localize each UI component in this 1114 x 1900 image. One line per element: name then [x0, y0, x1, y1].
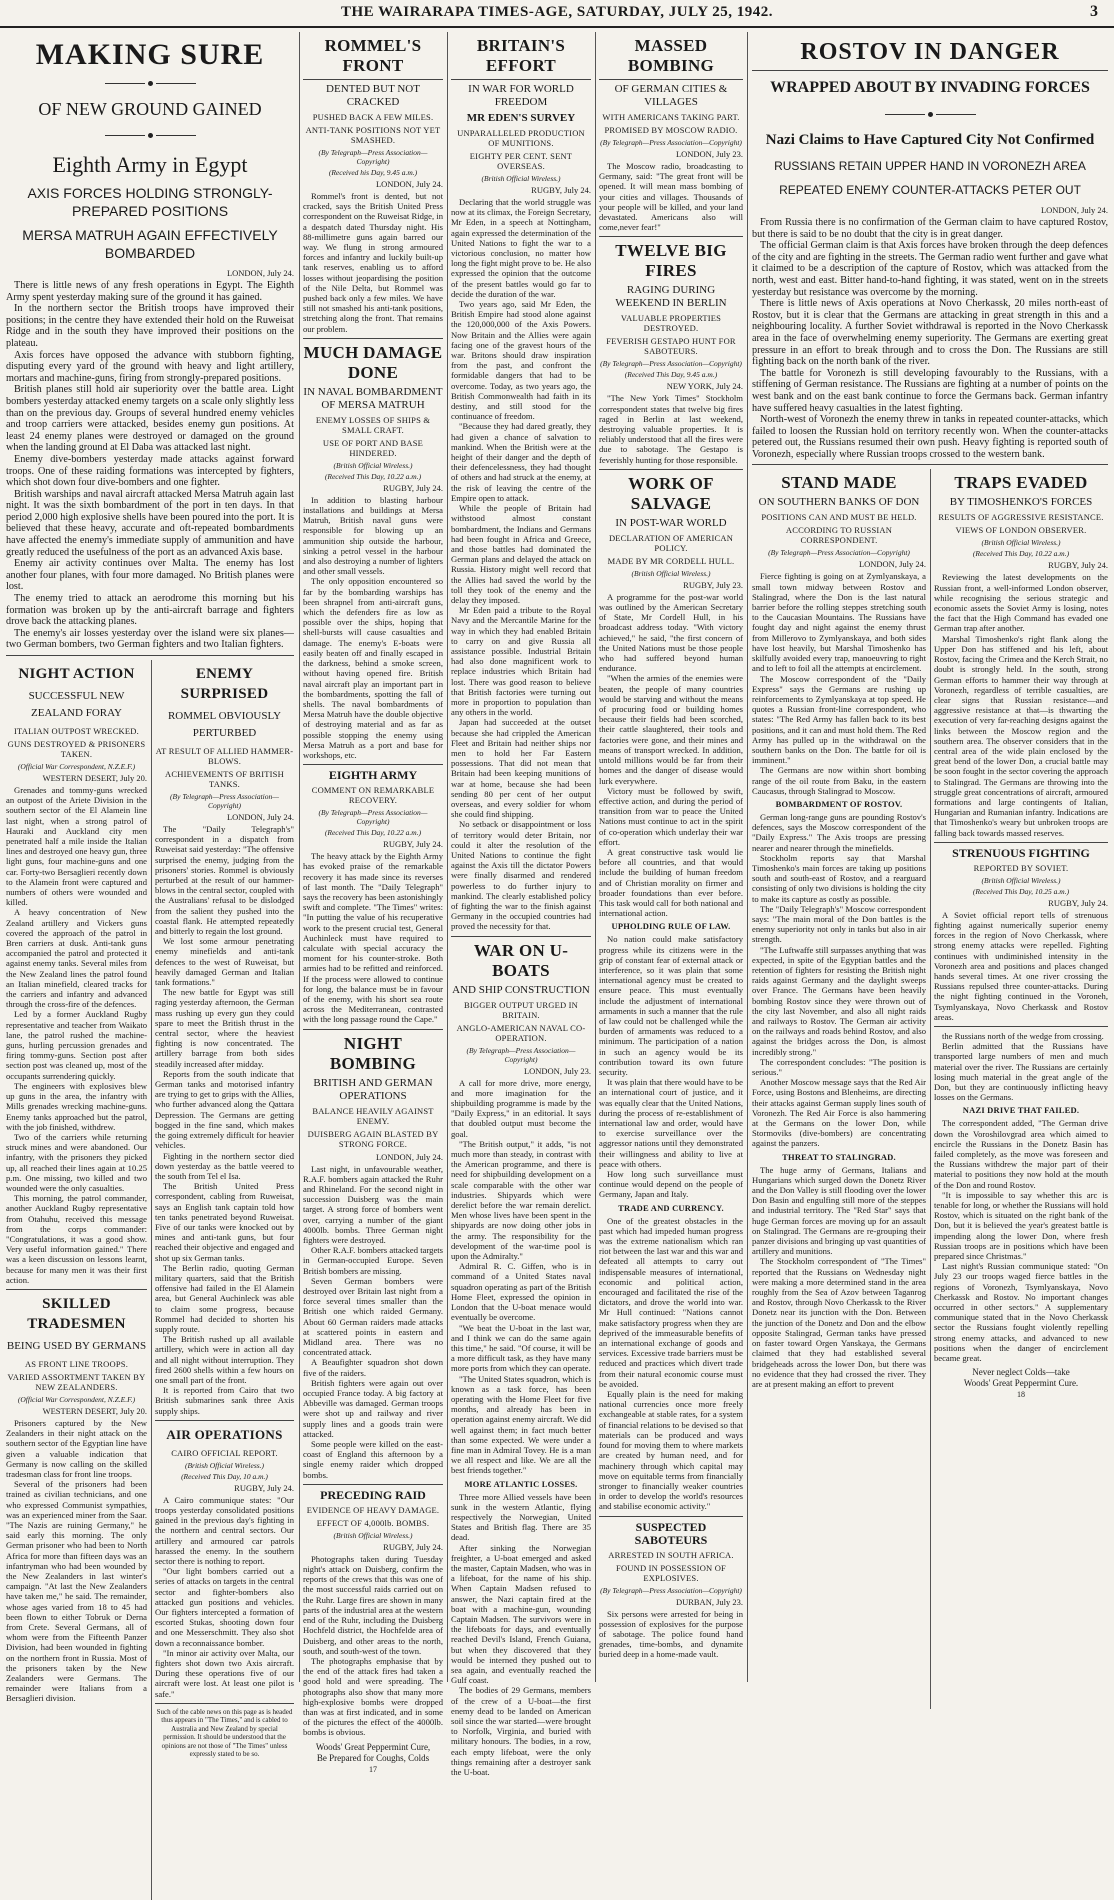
column-rule — [595, 32, 596, 1682]
ad-number: 17 — [369, 1764, 377, 1774]
subheadline: MERSA MATRUH AGAIN EFFECTIVELY BOMBARDED — [22, 227, 278, 261]
dateline: LONDON, July 24. — [1040, 205, 1108, 215]
paragraph: The Berlin radio, quoting German military quarters, said that the British offensive had failed in the El Alamein area, but General Auchinleck was able to claim some progress, because Rommel had decided to shorten his supply route. — [155, 1262, 294, 1334]
received: (Received This Day, 10.25 a.m.) — [972, 886, 1070, 896]
paragraph: Stockholm reports say that Marshal Timoshenko's main forces are taking up positions south and south-east of Rostov, and a rearguard consisting of only two divisions is holding the city to make its capture as costly as possible. — [752, 852, 926, 904]
credit: (British Official Wireless.) — [481, 174, 561, 183]
divider — [6, 655, 294, 656]
headline: SKILLED TRADESMEN — [27, 1295, 126, 1332]
paragraph: In the northern sector the British troops have improved their positions; in the centre they have extended their hold on the Ruweisat Ridge and in the south they have improved their positions on the plateau. — [6, 303, 294, 349]
paragraph: Seven German bombers were destroyed over Britain last night from a force several times smaller than the British one which raided Germany. About 60 German raiders made attacks at scattered points in eastern and Midland area. There was no concentrated attack. — [303, 1275, 443, 1358]
divider — [303, 1484, 443, 1485]
subheadline: ENEMY LOSSES OF SHIPS & SMALL CRAFT. — [315, 414, 431, 435]
paragraph: A great constructive task would lie before all countries, and that would include the building of human freedom and of Christian morality on firmer and broader foundations than ever before. This task would call for both national and international action. — [599, 846, 743, 919]
footnote: Such of the cable news on this page as is headed thus appears in "The Times," and is cabled to Australia and New Zealand by special permission. It should be understood that the opinions are not those of "The Times" unless expressly stated to be so. — [156, 1707, 293, 1759]
credit: (By Telegraph—Press Association—Copyright) — [466, 1045, 576, 1064]
paragraph: The huge army of Germans, Italians and Hungarians which surged down the Donetz River and the Don Valley is still flooding over the lower Don Basin and engulfing still more of the steppes and industrial territory. The "Red Star" says that huge German forces are moving up for an assault on Stalingrad. The Germans are re-grouping their panzer divisions and bringing up vast quantities of artillery and munitions. — [752, 1164, 926, 1257]
subheadline: ARRESTED IN SOUTH AFRICA. — [608, 1549, 734, 1560]
article-body — [6, 785, 147, 1285]
paragraph: "We beat the U-boat in the last war, and I think we can do the same again this time," he said. "Of course, it will be a more difficult task, as they have many more ports from which they can operate. — [451, 1322, 591, 1374]
paragraph: "In minor air activity over Malta, our fighters shot down two Axis aircraft. During these operations five of our aircraft were lost. At least one pilot is safe." — [155, 1647, 294, 1699]
received: (Received This Day, 9.45 a.m.) — [624, 370, 718, 380]
article-body — [303, 495, 443, 760]
article-body — [6, 280, 294, 651]
paragraph: Berlin admitted that the Russians have transported large numbers of men and much material over the river. The Russians are certainly losing much material in the great angle of the Don, but they are continuously inflicting heavy losses on the Germans. — [934, 1041, 1108, 1103]
paragraph: The Moscow radio, broadcasting to Germany, said: "The great front will be opened. It will mean mass bombing of your cities and villages. Thousands of your people will be killed, and your land devastated. Americans also will come,never fear!" — [599, 161, 743, 233]
paragraph: In addition to blasting harbour installations and buildings at Mersa Matruh, British naval guns were responsible for blowing up an ammunition ship outside the harbour, sinking a petrol vessel in the harbour and also destroying a number of lighters and other small vessels. — [303, 494, 443, 577]
subheadline: COMMENT ON REMARKABLE RECOVERY. — [311, 785, 435, 806]
article-body — [599, 934, 743, 1199]
column-rule — [930, 469, 931, 1709]
article-body — [303, 851, 443, 1024]
subheadline: IN NAVAL BOMBARDMENT OF MERSA MATRUH — [303, 385, 443, 411]
headline: TWELVE BIG FIRES — [615, 241, 727, 281]
subheadline: BALANCE HEAVILY AGAINST ENEMY. — [312, 1105, 434, 1126]
column-rule — [151, 660, 152, 1900]
section-heading: UPHOLDING RULE OF LAW. — [611, 921, 731, 932]
paragraph: Rommel's front is dented, but not cracked, says the British United Press correspondent on the Ruweisat Ridge, in a despatch dated Thursday night. His 88-millimetre guns again barred our way. We flung in strong armoured forces and infantry and luckily built-up tank reserves, enabling us to afford losses without jeopardising the position of the Nile Delta, but Rommel was pushed back only a few miles. We have still not smashed his anti-tank positions, stretching along the front. That remains our problem. — [303, 191, 443, 334]
credit: (Official War Correspondent, N.Z.E.F.) — [17, 1394, 136, 1404]
column-2 — [303, 32, 443, 1774]
paragraph: The "Daily Telegraph's" Moscow correspondent says: "The main moral of the Don battles is the enemy superiority not only in tanks but also in air strength. — [752, 903, 926, 945]
article-body — [155, 1495, 294, 1699]
divider — [303, 79, 443, 80]
paragraph: The "Daily Telegraph's" correspondent in a dispatch from Ruweisat said yesterday: "The offensive surprised the enemy, judging from the prisoners' stories. Rommel is obviously perturbed at the result of our hammer-blows in the central sector, coupled with the Australians' refusal to be dislodged from the salient they pushed into the coastal flank. He attempted repeatedly and bitterly to regain the lost ground. — [155, 824, 294, 937]
paragraph: The Moscow correspondent of the "Daily Express" says the Germans are rushing up reinforcements to Zymlyanskaya at top speed. He quotes a Russian front-line correspondent, who states: "The Red Army has fallen back to its best positions, and it can and must hold them. The Red Army has pulled up in the withdrawal on the southern banks on the Don. The battle for oil is imminent." — [752, 673, 926, 766]
paragraph: A Cairo communique states: "Our troops yesterday consolidated positions gained in the previous day's fighting in the northern and central sectors. Our artillery and armoured car patrols harassed the enemy. In the southern sector there is nothing to report. — [155, 1494, 294, 1566]
paragraph: The new battle for Egypt was still raging yesterday afternoon, the German mass rushing up every gun they could spare to meet the British thrust in the central sector, where the heaviest fighting is now concentrated. The artillery barrage from both sides steadily increased after midday. — [155, 987, 294, 1069]
article-body — [6, 1418, 147, 1704]
paragraph: British fighters were again out over occupied France today. A big factory at Abbeville was damaged. German troops were shot up and railway and river supply lines and a goods train were attacked. — [303, 1377, 443, 1439]
article-body — [155, 1334, 294, 1416]
paragraph: While the people of Britain had withstood almost constant bombardment, the Indians and Germans had been fought in Africa and Greece, and those battles had dominated the German plans and delayed the attack on Russia. History might well record that the Allies had saved the world by the toll they took of the enemy and the delay they imposed. — [451, 503, 591, 605]
subheadline: IN WAR FOR WORLD FREEDOM — [468, 83, 574, 108]
paragraph: North-west of Voronezh the enemy threw in tanks in repeated counter-attacks, which failed to loosen the Russian hold on territory recently won. When the counter-attacks petered out, the Russians resumed their own push. Heavy fighting is reported south of Voronezh, especially where Russian troops crossed to the western bank. — [752, 414, 1108, 460]
subheadline: BRITISH AND GERMAN OPERATIONS — [313, 1076, 433, 1102]
divider — [599, 1516, 743, 1517]
article-body — [934, 910, 1108, 1022]
subcolumn-left — [6, 660, 147, 1900]
paragraph: "It is impossible to say whether this arc is tenable for long, or whether the Russians will hold Rostov, which is situated on the right bank of the Don, but it is believed the year's greatest battle is impending along the lower Don, where fresh Russian troops are in positions which have been prepared since Christmas." — [934, 1189, 1108, 1262]
section-heading: TRADE AND CURRENCY. — [618, 1202, 724, 1213]
subheadline: DUISBERG AGAIN BLASTED BY STRONG FORCE. — [307, 1128, 439, 1149]
dateline: LONDON, July 24. — [226, 812, 294, 822]
article-body — [451, 1078, 591, 1476]
paragraph: Two of the carriers while returning struck mines and were abandoned. Our infantry, with the prisoners they picked up, all reached their lines again at 10.25 p.m. One missing, two killed and two wounded were the only casualties. — [6, 1131, 147, 1193]
paragraph: After sinking the Norwegian freighter, a U-boat emerged and asked the master, Captain Madsen, who was in a lifeboat, for the name of his ship. When Captain Madsen refused to answer, the Nazi captain fired at the boat with a machine-gun, wounding Captain Madsen. The survivors were in the lifeboats for days, and eventually reached Devil's Island, French Guiana, but when they discovered that they would be interned they pushed out to sea again, and eventually reached the Gulf coast. — [451, 1542, 591, 1686]
credit: (Official War Correspondent, N.Z.E.F.) — [17, 762, 136, 771]
divider — [155, 1420, 294, 1421]
dateline: RUGBY, July 24. — [234, 1482, 294, 1493]
ad-line: Woods' Great Peppermint Cure, — [315, 1741, 431, 1752]
article-body — [451, 1492, 591, 1778]
paragraph: Last night's Russian communique stated: "On July 23 our troops waged fierce battles in the regions of Voronezh, Tsymlyanskaya, Novo Cherkassk and Rostov. No important changes occurred in other sectors." A supplementary communique stated that in the Novo Cherkassk sector the Russians fought violently repelling strong enemy attacks, and advanced to new positions when the danger of encirclement became great. — [934, 1261, 1108, 1364]
subheadline: DENTED BUT NOT CRACKED — [326, 83, 420, 108]
credit: (British Official Wireless.) — [981, 538, 1061, 548]
subheadline: VARIED ASSORTMENT TAKEN BY NEW ZEALANDERS. — [7, 1371, 146, 1392]
dateline: RUGBY, July 24. — [1048, 897, 1108, 908]
paragraph: "Because they had dared greatly, they had given a chance of salvation to mankind. When the British were at the height of their danger and the depth of their defencelessness, they had thought of others and had struck at the enemy, at the risk of leaving the centre of the Empire open to attack. — [451, 421, 591, 503]
paragraph: It is reported from Cairo that two British submarines sank three Axis supply ships. — [155, 1385, 294, 1416]
subheadline: ANTI-TANK POSITIONS NOT YET SMASHED. — [305, 125, 441, 145]
paragraph: A Soviet official report tells of strenuous fighting against numerically superior enemy forces in the region of Novo Cherkassk, where strong enemy attacks were repelled. Fighting continues with undiminished intensity in the Voronezh area and positions and places changed hands several times. At one river crossing the Russians repulsed three counter-attacks. During the night fighting continued in the Voroneh, Tsymlyanskaya, Novo Cherkassk and Rostov areas. — [934, 909, 1108, 1022]
paragraph: Reviewing the latest developments on the Russian front, a well-informed London observer, while recognising the serious strategic and economic assets the Soviet Army is losing, notes the fact that the High Command has evaded one German trap after another. — [934, 572, 1108, 634]
paragraph: From Russia there is no confirmation of the German claim to have captured Rostov, but there is said to be no doubt that the city is in great danger. — [752, 217, 1108, 240]
divider — [752, 70, 1108, 71]
article-body — [303, 1554, 443, 1738]
article-body — [934, 1031, 1108, 1102]
article-body — [752, 1165, 926, 1389]
headline: NIGHT BOMBING — [329, 1033, 417, 1073]
paragraph: "The New York Times" Stockholm correspondent states that twelve big fires raged in Berlin at last weekend, destroying valuable properties. It is reliably understood that all the fires were due to sabotage. The Gestapo is feverishly hunting for those responsible. — [599, 393, 743, 465]
subheadline: AND SHIP CONSTRUCTION — [452, 983, 590, 996]
paragraph: The enemy's air losses yesterday over the island were six planes—two German bombers, two German fighters and two Italian fighters. — [6, 627, 294, 651]
paragraph: Led by a former Auckland Rugby representative and teacher from Waikato lane, the patrol rushed the machine-guns, hurling percussion grenades and firing tommy-guns. Section post after section post was cleaned up, most of the occupants surrendering quickly. — [6, 1009, 147, 1081]
paragraph: Victory must be followed by swift, effective action, and during the period of transition from war to peace the United Nations must continue to act in the spirit of co-operation which underlay their war effort. — [599, 785, 743, 847]
article-body — [934, 1118, 1108, 1363]
subheadline: FEVERISH GESTAPO HUNT FOR SABOTEURS. — [606, 336, 736, 357]
subheadline: FOUND IN POSSESSION OF EXPLOSIVES. — [616, 1562, 726, 1583]
headline: ROSTOV IN DANGER — [800, 39, 1060, 65]
article-body — [752, 217, 1108, 460]
article-body — [303, 191, 443, 334]
paragraph: The British United Press correspondent, cabling from Ruweisat, says an English tank captain told how ten tanks penetrated beyond Ruweisat. Five of our tanks were knocked out by mines and anti-tank guns, but four reached their objective and engaged and shot up six German tanks. — [155, 1181, 294, 1263]
headline: SUSPECTED SABOTEURS — [634, 1519, 708, 1547]
subheadline: OF GERMAN CITIES & VILLAGES — [614, 83, 728, 108]
subheadline: IN POST-WAR WORLD — [615, 516, 727, 529]
subheadline: PROMISED BY MOSCOW RADIO. — [604, 125, 738, 135]
paragraph: Other R.A.F. bombers attacked targets in German-occupied Europe. Seven British bombers are missing. — [303, 1245, 443, 1276]
divider — [752, 464, 1108, 465]
received: (Received This Day, 10.22 a.m.) — [972, 549, 1070, 559]
column-4 — [599, 32, 743, 1682]
paragraph: "The Luftwaffe still surpasses anything that was expected, in spite of the Egyptian battles and the retention of fighters for resisting the British night raids against Germany and the daylight sweeps over France. The Germans have been heavily bombing Rostov since they were thrown out of the city last November, and also all night raids and railways to Rostov. The German air activity on the railways and roads behind Rostov, and also against the bridges across the Don, is almost incredibly strong." — [752, 944, 926, 1057]
column-1 — [6, 32, 294, 1759]
headline: STAND MADE — [781, 473, 897, 493]
divider — [934, 842, 1108, 843]
paragraph: Another Moscow message says that the Red Air Force, using Bostons and Blenheims, are directing their attacks against German supply lines south of Voronezh. The Red Air Force is also hammering at the Germans on the lower Don, while Stormoviks (dive-bombers) are concentrating against the panzers. — [752, 1077, 926, 1149]
paragraph: Declaring that the world struggle was now at its climax, the Foreign Secretary, Mr Eden, in a speech at Nottingham, again expressed the determination of the United Nations to fight the war to a victorious conclusion, no matter how long the fight might prove to be. He also expressed the opinion that the outcome of the present battles would go far to decide the duration of the war. — [451, 197, 591, 299]
subheadline: EVIDENCE OF HEAVY DAMAGE. — [306, 1504, 440, 1515]
divider — [752, 105, 1108, 123]
dateline: RUGBY, July 24. — [383, 482, 443, 493]
paragraph: Two years ago, said Mr Eden, the British Empire had stood alone against the 120,000,000 of the Axis Powers. Now Britain and the Allies were again facing one of the gravest hours of the war. Britons should draw inspiration from the past, and confront the formidable dangers that had to be overcome. Today, as two years ago, the British Commonwealth had faith in its destiny, and still stood for the continuance of freedom. — [451, 299, 591, 422]
paragraph: A programme for the post-war world was outlined by the American Secretary of State, Mr Cordell Hull, in his broadcast address today. "With victory achieved," he said, "the first concern of the United Nations must be those people who had suffered beyond human endurance. — [599, 591, 743, 674]
credit: (By Telegraph—Press Association—Copyright) — [768, 548, 910, 558]
subheadline: RESULTS OF AGGRESSIVE RESISTANCE. — [938, 512, 1104, 523]
headline: EIGHTH ARMY — [328, 768, 418, 783]
headline: WAR ON U-BOATS — [473, 940, 569, 980]
subheadline: AXIS FORCES HOLDING STRONGLY-PREPARED POSITIONS — [27, 185, 273, 219]
paragraph: The engineers with explosives blew up guns in the area, the infantry with Mills grenades wrecking machine-guns. Enemy tanks approached but the patrol, with the job finished, withdrew. — [6, 1080, 147, 1132]
section-heading: BOMBARDMENT OF ROSTOV. — [775, 798, 903, 809]
paragraph: Several of the prisoners had been trained as civilian technicians, and one who expressed Communist sympathies, was an experienced miner from the Saar. "The Nazis are ruining Germany," he said early this morning. The only German prisoner who had been to North Africa for more than fifteen days was an infantryman who had been wounded by the New Zealanders in last winter's campaign. "At last the New Zealanders have taken me," he said. The remainder, whose ages varied from 18 to 45 had been flown to either Tobruk or Derna from Crete. Several Germans, all of whom were from the Fifteenth Panzer Division, had been wounded in fighting on the northern front in Russia. Most of the prisoners taken by the New Zealanders were Germans. The remainder were Italians from a Bersaglieri division. — [6, 1479, 147, 1704]
dateline: DURBAN, July 23. — [675, 1596, 743, 1607]
paragraph: Prisoners captured by the New Zealanders in their night attack on the southern sector of the Egyptian line have given a valuable indication that Germany is now calling on the skilled tradesman class for front line troops. — [6, 1417, 147, 1479]
subheadline: WRAPPED ABOUT BY INVADING FORCES — [770, 79, 1090, 96]
subheadline: ROMMEL OBVIOUSLY PERTURBED — [167, 710, 282, 739]
paragraph: This morning, the patrol commander, another Auckland Rugby representative from Otahuhu, received this message from the corps commander: "Congratulations, it was a good show. Very useful information gained." There was a keen discussion on lessons learnt, because for many men it was their first action. — [6, 1193, 147, 1285]
dateline: RUGBY, July 24. — [1048, 560, 1108, 571]
credit: (British Official Wireless.) — [184, 1460, 265, 1470]
paragraph: Japan had succeeded at the outset because she had crippled the American Fleet and Britain had neither ships nor men to hold her Far Eastern possessions. That did not mean that Britain had been keeping munitions of war at home, because she had been sending 80 per cent of her output overseas, and every soldier for whom she could find shipping. — [451, 717, 591, 820]
paragraph: A call for more drive, more energy, and more imagination for the shipbuilding programme is made by the "Daily Express," in an editorial. It says that doubled output must become the goal. — [451, 1077, 591, 1139]
divider — [599, 469, 743, 470]
ad-line: Woods' Great Peppermint Cure. — [963, 1378, 1079, 1389]
credit: (British Official Wireless.) — [333, 460, 413, 470]
column-rule — [299, 32, 300, 1682]
credit: (British Official Wireless.) — [333, 1530, 413, 1540]
credit: (British Official Wireless.) — [981, 875, 1061, 885]
dateline: LONDON, July 24. — [226, 268, 294, 278]
subheadline: VALUABLE PROPERTIES DESTROYED. — [620, 313, 722, 334]
column-5 — [752, 32, 1108, 1682]
subheadline: Eighth Army in Egypt — [52, 152, 248, 177]
subheadline: SUCCESSFUL NEW ZEALAND FORAY — [28, 690, 125, 719]
page-number: 3 — [1090, 3, 1098, 20]
divider — [934, 1026, 1108, 1027]
paragraph: One of the greatest obstacles in the past which had impeded human progress was the extreme nationalism which ran riot between the last war and this war and defeated all attempts to carry out indispensable measures of international, economic and political action, encouraged and facilitated the rise of the dictators, and drove the world into war. Mr Hull continued: "Nations cannot make satisfactory progress when they are deprived of the immeasurable benefits of an international exchange of goods and services. Excessive trade barriers must be reduced and practices which divert trade from their natural economic course must be avoided. — [599, 1215, 743, 1389]
paragraph: The official German claim is that Axis forces have broken through the deep defences of the city and are fighting in the streets. The German radio went further and gave what it claimed to be a description of the capture of Rostov, which was attacked from the north, west and east. Bitter hand-to-hand fighting, it was stated, went on in the streets yesterday but resistance was overcome by the morning. — [752, 240, 1108, 298]
subheadline: AS FRONT LINE TROOPS. — [24, 1358, 129, 1369]
subheadline: REPORTED BY SOVIET. — [973, 862, 1069, 873]
subheadline: ON SOUTHERN BANKS OF DON — [758, 496, 920, 509]
dateline: RUGBY, July 24. — [383, 1541, 443, 1552]
article-body — [303, 1164, 443, 1480]
paragraph: "The British output," it adds, "is not much more than steady, in contrast with the American programme, and there is need for shipbuilding development on a scale comparable with the other war industries. Shipyards which were derelict before the war remain derelict. Men whose lives have been spent in the shipyards are now doing other jobs in the army. The responsibility for the development of the war-time pool is upon the Admiralty." — [451, 1138, 591, 1262]
paragraph: There is little news of Axis operations at Novo Cherkassk, 20 miles north-east of Rostov, but it is clear that the Germans are attacking in great strength in this and a neighbouring locality. A further Soviet withdrawal is reported in the Novo Cherkassk area in the face of overwhelming enemy superiority. The Germans are exerting great pressure in an effort to break through and to cross the Don. The Russians are still fighting back on the north bank of the river. — [752, 298, 1108, 368]
divider — [303, 764, 443, 765]
subheadline: EFFECT OF 4,000lb. BOMBS. — [316, 1517, 430, 1528]
headline: MAKING SURE — [35, 38, 265, 71]
paragraph: Six persons were arrested for being in possession of explosives for the purpose of sabotage. The police found hand grenades, time-bombs, and dynamite buried deep in a home-made vault. — [599, 1608, 743, 1660]
paragraph: "When the armies of the enemies were beaten, the people of many countries would be starving and without the means of procuring food or building homes because their fields had been scorched, their cattle slaughtered, their tools and factories were gone, and their mines and means of transport wrecked. In addition, untold millions would be far from their homes and the danger of disease would lurk everywhere. — [599, 673, 743, 786]
subheadline: EIGHTY PER CENT. SENT OVERSEAS. — [469, 151, 573, 171]
subheadline: MADE BY MR CORDELL HULL. — [607, 555, 735, 566]
headline: NIGHT ACTION — [18, 666, 135, 682]
divider — [303, 1029, 443, 1030]
paragraph: A heavy concentration of New Zealand artillery and Vickers guns covered the approach of the patrol in Bren carriers at dusk. Anti-tank guns accompanied the patrol and protected it against enemy tanks. Several miles from the New Zealand lines the patrol found an Italian minefield, cleared tracks for the carriers and infantry and advanced through the cross-fire of the defences. — [6, 907, 147, 1010]
paragraph: The correspondent added, "The German drive down the Voroshilovgrad area which aimed to encircle the Russians in the Donetz Basin has failed completely, as the move was foreseen and the Russians withdrew the major part of their material to positions they now hold at the mouth of the Don and round Rostov. — [934, 1118, 1108, 1190]
article-body — [752, 812, 926, 1149]
paragraph: The enemy tried to attack an aerodrome this morning but his formation was broken up by the anti-aircraft barrage and fighters drove back the attacking planes. — [6, 593, 294, 628]
dateline: RUGBY, July 23. — [683, 579, 743, 590]
section-heading: NAZI DRIVE THAT FAILED. — [962, 1105, 1080, 1116]
subheadline: ACHIEVEMENTS OF BRITISH TANKS. — [165, 769, 284, 789]
paragraph: The Stockholm correspondent of "The Times" reported that the Russians on Wednesday night were making a more determined stand in the area roughly from the Sea of Azov between Taganrog and Rostov, through Novo Cherkassk to the River Donetz near its junction with the Don. Between the junction of the Donetz and Don and the elbow opposite Stalingrad, German tanks have pressed on faster toward Orgen Yanskaya, the Germans claimed that they had established several bridgeheads across the lower Don, but there was no evidence that they had crossed the river. They are at present making an effort to prevent — [752, 1256, 926, 1389]
subheadline: CAIRO OFFICIAL REPORT. — [171, 1447, 278, 1458]
article-body — [599, 393, 743, 464]
subheadline: GUNS DESTROYED & PRISONERS TAKEN. — [7, 739, 146, 759]
divider — [451, 936, 591, 937]
subheadline: BY TIMOSHENKO'S FORCES — [949, 496, 1093, 509]
article-body — [599, 1609, 743, 1660]
article-body — [599, 592, 743, 919]
ad-number: 18 — [1017, 1390, 1025, 1400]
subcolumn-right — [155, 660, 294, 1900]
received: (Received his Day, 9.45 a.m.) — [328, 168, 418, 177]
received: (Received This Day, 10.22 a.m.) — [324, 471, 422, 481]
paragraph: The heavy attack by the Eighth Army has evoked praise of the remarkable recovery it has made since its reverses of last month. The "Daily Telegraph" says the recovery has been astonishingly swift and complete. "The Times" writes: "In putting the value of his recuperative work to the present crucial test, General Auchinleck must have required to calculate with special accuracy the moment for his counter-stroke. Both armies had to be refitted and reinforced. If the process were allowed to continue for long, the balance must be in favour of the enemy, with his short sea route across the Mediterranean, contrasted with the long passage round the Cape." — [303, 851, 443, 1025]
paragraph: Marshal Timoshenko's right flank along the Upper Don has stiffened and his left, about Rostov, facing the Crimea and the Kerch Strait, no doubt is strongly held. In the south, strong German efforts to hammer their way through at Voronezh, regardless of terrible casualties, are clear signs that Russian resistance—and aggressive resistance at that—is thwarting the execution of very far-reaching designs against the links between the Moscow region and the southern area. The observer considers that in the central area of the wide plain enclosed by the great bend of the lower Don, a crucial battle may be soon fought in the sector covering the approach to Stalingrad. The Germans are throwing into the struggle great concentrations of aircraft, armoured formations and large contingents of Italian, Hungarian and Rumanian infantry. Indications are that Timoshenko's weary but unbroken troops are falling back towards massed reserves. — [934, 633, 1108, 838]
article-body — [155, 824, 294, 1334]
credit: (By Telegraph—Press Association—Copyright) — [318, 148, 428, 166]
column-3 — [451, 32, 591, 1778]
divider — [6, 126, 294, 144]
paragraph: The bodies of 29 Germans, members of the crew of a U-boat—the first enemy dead to be landed on American soil since the war started—were brought to Norfolk, Virginia, and buried with military honours. The bodies, in a row, each empty lifeboat, were the only things remaining after a destroyer sank the U-boat. — [451, 1685, 591, 1778]
paragraph: It was plain that there would have to be an international court of justice, and it was equally clear that the United Nations, during the process of re-establishment of international law and order, would have to exercise surveillance over the aggressor nations until they demonstrated their willingness and ability to live at peace with others. — [599, 1077, 743, 1169]
subheadline: DECLARATION OF AMERICAN POLICY. — [608, 532, 734, 553]
subheadline: UNPARALLELED PRODUCTION OF MUNITIONS. — [457, 128, 585, 148]
divider — [599, 236, 743, 237]
subheadline: VIEWS OF LONDON OBSERVER. — [955, 525, 1087, 536]
subcolumn-right — [934, 469, 1108, 1709]
credit: (By Telegraph—Press Association—Copyright) — [170, 792, 279, 810]
paragraph: Mr Eden paid a tribute to the Royal Navy and the Mercantile Marine for the way in which they had enabled Britain to carry on and give Russia all assistance possible. Industrial Britain had also done magnificent work to replace industries which Britain had lost. There was good reason to believe that British factories were turning out more in proportion to population than any others in the world. — [451, 605, 591, 718]
received: (Received This Day, 10.22 a.m.) — [324, 828, 422, 838]
advertisement — [934, 1367, 1108, 1400]
headline: BRITAIN'S EFFORT — [476, 36, 566, 75]
paragraph: A Beaufighter squadron shot down five of the raiders. — [303, 1357, 443, 1378]
paragraph: There is little news of any fresh operations in Egypt. The Eighth Army spent yesterday making sure of the ground it has gained. — [6, 280, 294, 303]
dateline: LONDON, July 23. — [675, 149, 743, 159]
subheadline: POSITIONS CAN AND MUST BE HELD. — [761, 512, 917, 523]
paragraph: Three more Allied vessels have been sunk in the western Atlantic, flying respectively the Norwegian, United States and British flag. There are 35 dead. — [451, 1491, 591, 1543]
ad-line: Never neglect Colds—take — [972, 1367, 1070, 1378]
credit: (British Official Wireless.) — [631, 568, 711, 578]
ad-line: Be Prepared for Coughs, Colds — [316, 1752, 430, 1763]
dateline: RUGBY, July 24. — [531, 185, 591, 195]
subcolumn-left — [752, 469, 926, 1709]
subheadline: OF NEW GROUND GAINED — [38, 99, 262, 119]
paragraph: The photographs emphasise that by the end of the attack fires had taken a good hold and were spreading. The photographs also show that many more high-explosive bombs were dropped than was at first indicated, and in some of the pictures the effect of the 4000lb. bombs is obvious. — [303, 1655, 443, 1738]
paragraph: Fighting in the northern sector died down yesterday as the battle veered to the south from Tel el Isa. — [155, 1150, 294, 1181]
paragraph: "Our light bombers carried out a series of attacks on targets in the central sector and fighter-bombers also attacked gun positions and vehicles. Our fighters intercepted a formation of escorted Stukas, shooting down four and one Messerschmitt. They also shot down a reconnaissance bomber. — [155, 1566, 294, 1648]
article-body — [934, 572, 1108, 837]
masthead — [0, 0, 1114, 28]
subheadline: ITALIAN OUTPOST WRECKED. — [14, 726, 139, 736]
column-rule — [747, 32, 748, 1682]
divider — [6, 1289, 147, 1290]
headline: PRECEDING RAID — [320, 1487, 426, 1502]
subheadline: Nazi Claims to Have Captured City Not Confirmed — [765, 132, 1095, 148]
paragraph: British planes still hold air superiority over the battle area. Light bombers yesterday attacked enemy targets on a scale only slightly less than on the previous day. Groups of several hundred enemy vehicles and troop carriers were attacked, besides enemy gun positions. At least 24 enemy planes were destroyed or damaged on the ground when the landing ground at El Daba was attacked last night. — [6, 384, 294, 454]
subheadline: PUSHED BACK A FEW MILES. — [312, 112, 434, 122]
paragraph: the Russians north of the wedge from crossing. — [942, 1030, 1104, 1041]
headline: TRAPS EVADED — [954, 473, 1088, 493]
headline: ENEMY SURPRISED — [180, 666, 269, 702]
divider — [451, 79, 591, 80]
subheadline: BEING USED BY GERMANS — [6, 1339, 147, 1352]
headline: MASSED BOMBING — [627, 36, 715, 75]
paragraph: The only opposition encountered so far by the bombarding warships has been shrapnel from anti-aircraft guns, which the defenders fire as low as possible over the ships, hoping that shell-bursts will cause casualties and damage. The enemy's E-boats were easily beaten off and finally escaped in the darkness, behind a smoke screen, without having opened fire. British naval aircraft play an important part in the bombardments, spotting the fall of shells. The naval bombardments of Mersa Matruh have the double objective of destroying material and as far as possible stopping the enemy using Mersa Matruh as a port and base for workshops, etc. — [303, 576, 443, 760]
paragraph: Photographs taken during Tuesday night's attack on Duisberg, confirm the reports of the crews that this was one of the most successful raids carried out on the Ruhr. Large fires are shown in many parts of the industrial area at the western end of the Ruhr, including the Duisberg Hochfeld district, the Hochfelde area of Duisberg, and other areas to the north, south, and south-west of the town. — [303, 1553, 443, 1656]
paragraph: The Germans are now within short bombing range of the oil route from Baku, in the eastern Caucasus, through Stalingrad to Moscow. — [752, 765, 926, 796]
dateline: NEW YORK, July 24. — [666, 381, 743, 392]
subheadline: USE OF PORT AND BASE HINDERED. — [322, 437, 424, 458]
article-making-sure — [6, 38, 294, 651]
article-body — [599, 161, 743, 232]
paragraph: Enemy dive-bombers yesterday made attacks against forward troops. One of these raiding formations was intercepted by fighters, which shot down four dive-bombers and one fighter. — [6, 453, 294, 489]
dateline: LONDON, July 24. — [375, 1151, 443, 1162]
paragraph: The battle for Voronezh is still developing favourably to the Russians, with a stiffening of German resistance. The Russians are fighting at a number of points on the west bank and on the east bank continue to force the Germans back. German infantry have suffered heavy casualties in the latest fighting. — [752, 367, 1108, 414]
dateline: LONDON, July 24. — [375, 179, 443, 189]
paragraph: Fierce fighting is going on at Zymlyanskaya, a small town midway between Rostov and Stalingrad, where the Don is the last natural barrier before the rolling steppes stretching south to the Caucasian Mountains. The Russians have fought day and night against the enemy thrust from Millerovo to Zymlyanskaya, and both sides have lost heavily, but Marshal Timoshenko has skilfully avoided every trap, manoeuvring to right and to left to foil all the attempts at encirclement. — [752, 571, 926, 674]
dateline: LONDON, July 23. — [523, 1065, 591, 1076]
section-heading: MORE ATLANTIC LOSSES. — [464, 1478, 578, 1489]
paragraph: Enemy air activity continues over Malta. The enemy has lost another four planes, with four more damaged. No British planes were lost. — [6, 558, 294, 593]
advertisement — [303, 1742, 443, 1775]
column-rule — [447, 32, 448, 1682]
subheadline: RAGING DURING WEEKEND IN BERLIN — [615, 284, 727, 310]
subheadline: REPEATED ENEMY COUNTER-ATTACKS PETER OUT — [779, 183, 1081, 197]
paragraph: Axis forces have opposed the advance with stubborn fighting, disputing every yard of the ground with heavy and light artillery, mortars and machine-guns, firing from strongly-prepared positions. — [6, 349, 294, 384]
section-heading: THREAT TO STALINGRAD. — [782, 1151, 896, 1162]
subheadline: WITH AMERICANS TAKING PART. — [602, 112, 740, 122]
paragraph: No nation could make satisfactory progress while its citizens were in the grip of constant fear of external attack or interference, so it was plain that some international agency must be created to ensure peace. This must eventually include the adjustment of international armaments in such a manner that the rule of law could not be challenged while the burden of armaments was reduced to a minimum. The participation of a nation in such an agency would be its contribution toward its own future security. — [599, 934, 743, 1077]
paragraph: Grenades and tommy-guns wrecked an outpost of the Ariete Division in the southern sector of the El Alamein line last night, when a strong patrol of Hauraki and Auckland city men penetrated half a mile inside the Italian lines and destroyed one heavy gun, three light guns, four machine-guns and one car. Forty-two Bersaglieri recently down to the Alamein front were captured and numbers of others were wounded and killed. — [6, 785, 147, 908]
credit: (By Telegraph—Press Association—Copyright) — [600, 1585, 742, 1595]
credit: (By Telegraph—Press Association—Copyright) — [600, 359, 742, 369]
subheadline: BIGGER OUTPUT URGED IN BRITAIN. — [463, 999, 579, 1020]
paragraph: No setback or disappointment or loss of territory would deter Britain, nor could it alter the resolution of the United Nations to continue the fight against the Axis till the dictator Powers were finally disarmed and rendered powerless to do further injury to mankind. The clearly established policy of fighting the war to the finish against Germany in the occupied countries had proved the necessity for that. — [451, 819, 591, 932]
paragraph: German long-range guns are pounding Rostov's defences, says the Moscow correspondent of the "Daily Express." The Axis troops are pressing nearer and nearer through the minefields. — [752, 811, 926, 853]
paragraph: Some people were killed on the east-coast of England this afternoon by a single enemy raider which dropped bombs. — [303, 1439, 443, 1480]
divider — [6, 74, 294, 92]
credit: (By Telegraph—Press Association—Copyright) — [318, 808, 428, 827]
dateline: RUGBY, July 24. — [383, 839, 443, 850]
divider — [303, 338, 443, 339]
article-body — [451, 197, 591, 932]
headline: ROMMEL'S FRONT — [324, 36, 422, 75]
paragraph: The British rushed up all available artillery, which were in action all day and all night without interruption. They fired 2600 shells within a few hours on one small part of the front. — [155, 1334, 294, 1385]
divider — [155, 1703, 294, 1704]
subheadline: ANGLO-AMERICAN NAVAL CO-OPERATION. — [456, 1022, 586, 1043]
article-body — [599, 1216, 743, 1512]
paragraph: British warships and naval aircraft attacked Mersa Matruh again last night. It was the sixth bombardment of the port in ten days. In that period 2,000 high explosive shells have been poured into the port. It is believed that these heavy, accurate and oft-repeated bombardments have affected the enemy's immediate supply of ammunition and have greatly reduced the usefulness of the port as an advanced Axis base. — [6, 488, 294, 558]
paragraph: Admiral R. C. Giffen, who is in command of a United States naval squadron operating as part of the British Home Fleet, expressed the opinion in London that the U-boat menace would eventually be overcome. — [451, 1261, 591, 1323]
paragraph: Equally plain is the need for making national currencies once more freely exchangeable at stable rates, for a system of financial relations to be devised so that materials can be produced and ways found for moving them to where markets are created by human need, and for machinery through which capital may move on equitable terms from financially stronger to financially weaker countries in order to develop the world's resources and stabilise economic activity." — [599, 1389, 743, 1512]
received: (Received This Day, 10 a.m.) — [181, 1471, 268, 1481]
paragraph: Last night, in unfavourable weather, R.A.F. bombers again attacked the Ruhr and Rhineland. For the second night in succession Duisberg was the main target. A strong force of bombers went over, carrying a number of the giant 4000lb. bombs. Three German night fighters were destroyed. — [303, 1163, 443, 1245]
article-body — [752, 571, 926, 795]
headline: STRENUOUS FIGHTING — [952, 845, 1090, 860]
paragraph: The correspondent concludes: "The position is serious." — [752, 1056, 926, 1078]
paragraph: Reports from the south indicate that German tanks and motorised infantry are trying to get to grips with the Allies, who further advanced along the Qattara Depression. The Germans are getting bogged in the fine sand, which makes the going extremely difficult for heavier vehicles. — [155, 1068, 294, 1151]
dateline: WESTERN DESERT, July 20. — [42, 773, 147, 783]
subheadline: MR EDEN'S SURVEY — [466, 112, 576, 124]
paragraph: We lost some armour penetrating enemy minefields and anti-tank defences to the west of Ruweisat, but heavily damaged German and Italian tank formations." — [155, 936, 294, 988]
masthead-title: THE WAIRARAPA TIMES-AGE, SATURDAY, JULY 25, 1942. — [340, 4, 774, 20]
subheadline: AT RESULT OF ALLIED HAMMER-BLOWS. — [155, 746, 294, 766]
dateline: WESTERN DESERT, July 20. — [42, 1405, 147, 1416]
credit: (By Telegraph—Press Association—Copyright) — [600, 138, 742, 147]
subheadline: ACCORDING TO RUSSIAN CORRESPONDENT. — [785, 525, 893, 546]
paragraph: "The United States squadron, which is known as a task force, has been operating with the Home Fleet for five months, and already has been in operation against enemy aircraft. We did well against them; in fact much better than some expected. We were under a fine man in Admiral Tovey. He is a man we all respect and like. We are all the best friends together." — [451, 1373, 591, 1476]
headline: AIR OPERATIONS — [166, 1426, 283, 1442]
headline: WORK OF SALVAGE — [628, 473, 714, 513]
subheadline: RUSSIANS RETAIN UPPER HAND IN VORONEZH AREA — [774, 159, 1086, 173]
paragraph: How long such surveillance must continue would depend on the people of Germany, Japan and Italy. — [599, 1169, 743, 1200]
headline: MUCH DAMAGE DONE — [303, 342, 443, 382]
dateline: LONDON, July 24. — [858, 559, 926, 570]
divider — [599, 79, 743, 80]
